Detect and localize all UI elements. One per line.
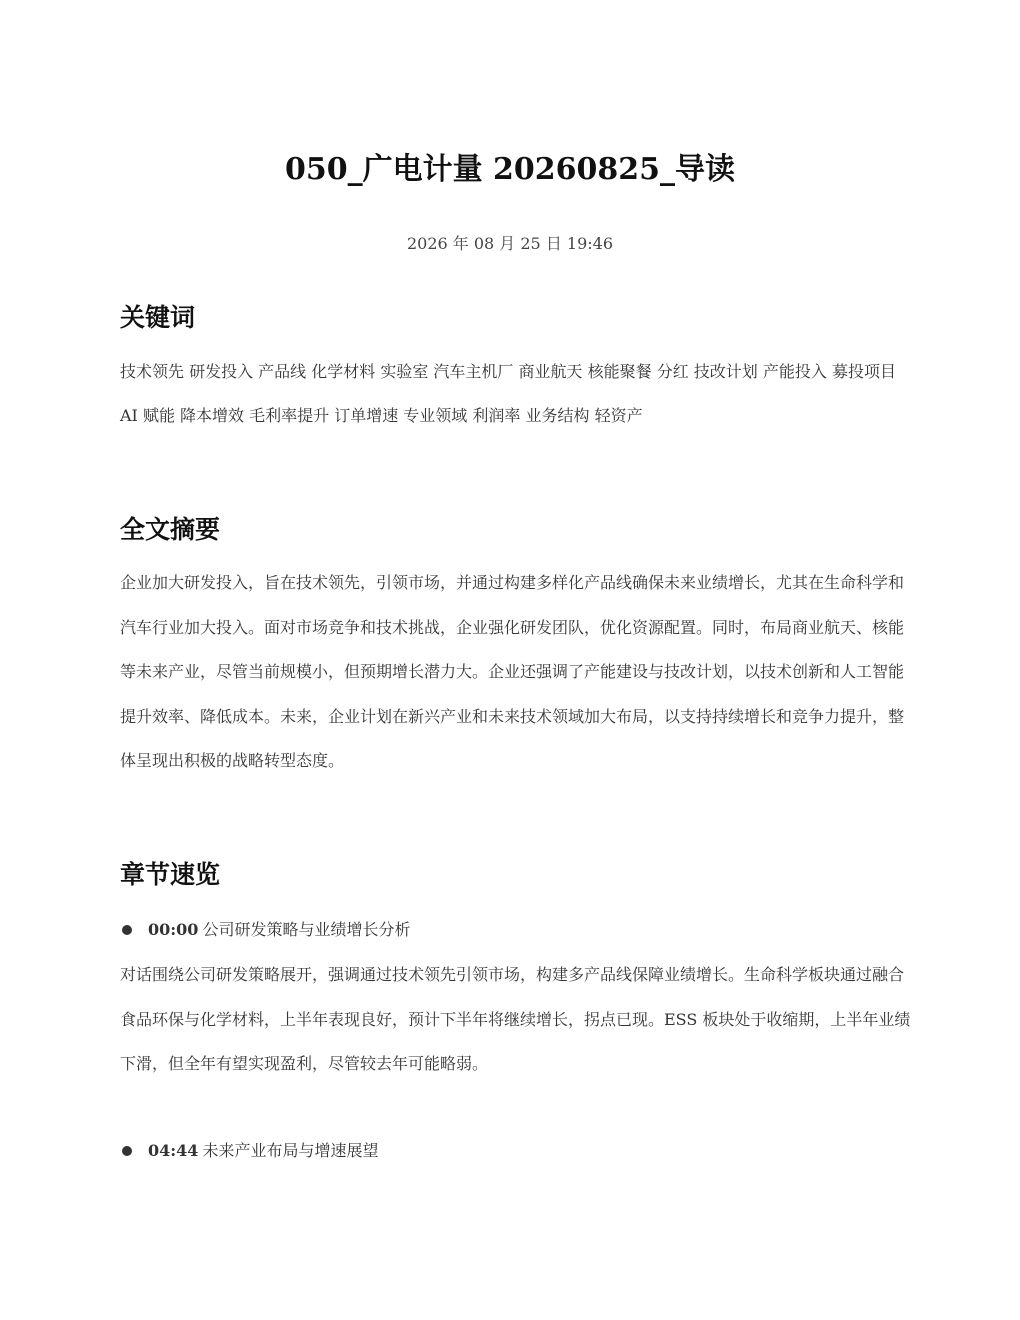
document-date: 2026 年 08 月 25 日 19:46 (406, 234, 614, 253)
chapter-title: 公司研发策略与业绩增长分析 (202, 920, 411, 939)
document-title: 050_广电计量 20260825_导读 (284, 152, 736, 187)
keywords-text: 技术领先 研发投入 产品线 化学材料 实验室 汽车主机厂 商业航天 核能聚餐 分红 技改计划 产能投入 募投项目 AI 赋能 降本增效 毛利率提升 订单增速 专业领域 利润率 业务结构 轻资产 (120, 362, 896, 425)
chapter-item (120, 918, 915, 942)
chapters-heading: 章节速览 (120, 860, 221, 889)
bullet-icon (122, 925, 132, 935)
chapter-title: 未来产业布局与增速展望 (202, 1141, 379, 1160)
summary-text: 企业加大研发投入，旨在技术领先，引领市场，并通过构建多样化产品线确保未来业绩增长，尤其在生命科学和汽车行业加大投入。面对市场竞争和技术挑战，企业强化研发团队，优化资源配置。同时，布局商业航天、核能等未来产业，尽管当前规模小，但预期增长潜力大。企业还强调了产能建设与技改计划，以技术创新和人工智能提升效率、降低成本。未来，企业计划在新兴产业和未来技术领域加大布局，以支持持续增长和竞争力提升，整体呈现出积极的战略转型态度。 (120, 573, 905, 770)
keywords-heading: 关键词 (120, 303, 196, 332)
bullet-icon (122, 1146, 132, 1156)
chapter-time: 04:44 (148, 1141, 199, 1160)
chapter-text: 对话围绕公司研发策略展开，强调通过技术领先引领市场，构建多产品线保障业绩增长。生命科学板块通过融合食品环保与化学材料，上半年表现良好，预计下半年将继续增长，拐点已现。ESS 板块处于收缩期，上半年业绩下滑，但全年有望实现盈利，尽管较去年可能略弱。 (120, 965, 911, 1073)
chapter-item (120, 1139, 915, 1163)
chapter-time: 00:00 (148, 920, 199, 939)
summary-heading: 全文摘要 (120, 515, 221, 544)
